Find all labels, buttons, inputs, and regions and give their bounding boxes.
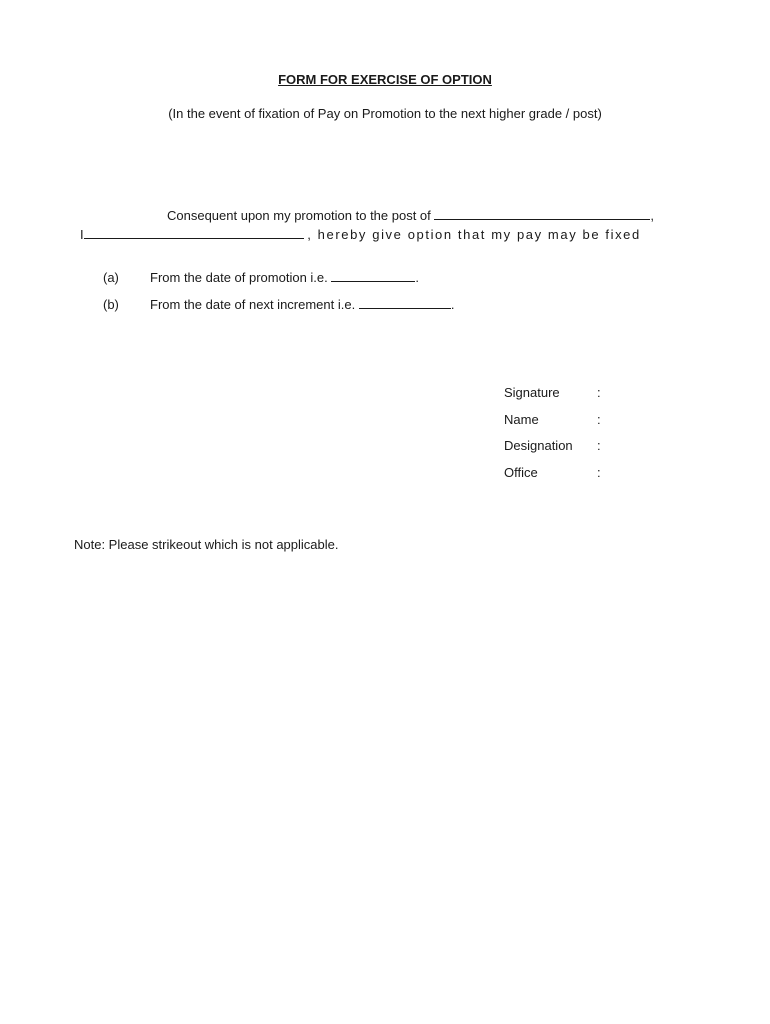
office-row bbox=[504, 465, 601, 480]
statement-line-2-text: , hereby give option that my pay may be fixed bbox=[307, 227, 641, 242]
form-subtitle: (In the event of fixation of Pay on Promotion to the next higher grade / post) bbox=[168, 106, 602, 121]
office-sep: : bbox=[597, 465, 601, 480]
statement-line-1 bbox=[167, 208, 654, 223]
name-row bbox=[504, 412, 601, 427]
name-label: Name bbox=[504, 412, 539, 427]
option-a-text: From the date of promotion i.e. bbox=[150, 270, 328, 285]
signature-label: Signature bbox=[504, 385, 560, 400]
statement-line-1-text: Consequent upon my promotion to the post of bbox=[167, 208, 431, 223]
office-label: Office bbox=[504, 465, 538, 480]
option-b-end: . bbox=[450, 297, 455, 312]
option-a-label: (a) bbox=[103, 270, 119, 285]
form-title-text: FORM FOR EXERCISE OF OPTION bbox=[278, 72, 492, 87]
post-name-blank[interactable] bbox=[434, 208, 650, 220]
statement-line-2-start: I bbox=[80, 227, 84, 242]
signature-sep: : bbox=[597, 385, 601, 400]
promotion-date-blank[interactable] bbox=[331, 270, 415, 282]
statement-line-2 bbox=[80, 227, 641, 242]
designation-sep: : bbox=[597, 438, 601, 453]
option-a bbox=[150, 270, 419, 285]
signature-row bbox=[504, 385, 601, 400]
designation-row bbox=[504, 438, 601, 453]
option-a-end: . bbox=[415, 270, 420, 285]
option-b-label: (b) bbox=[103, 297, 119, 312]
form-title bbox=[0, 72, 770, 87]
option-b-text: From the date of next increment i.e. bbox=[150, 297, 356, 312]
option-b bbox=[150, 297, 454, 312]
designation-label: Designation bbox=[504, 438, 573, 453]
increment-date-blank[interactable] bbox=[359, 297, 451, 309]
name-sep: : bbox=[597, 412, 601, 427]
note-text: Note: Please strikeout which is not applicable. bbox=[74, 537, 339, 552]
statement-line-1-end: , bbox=[650, 208, 655, 223]
employee-name-blank[interactable] bbox=[84, 227, 304, 239]
